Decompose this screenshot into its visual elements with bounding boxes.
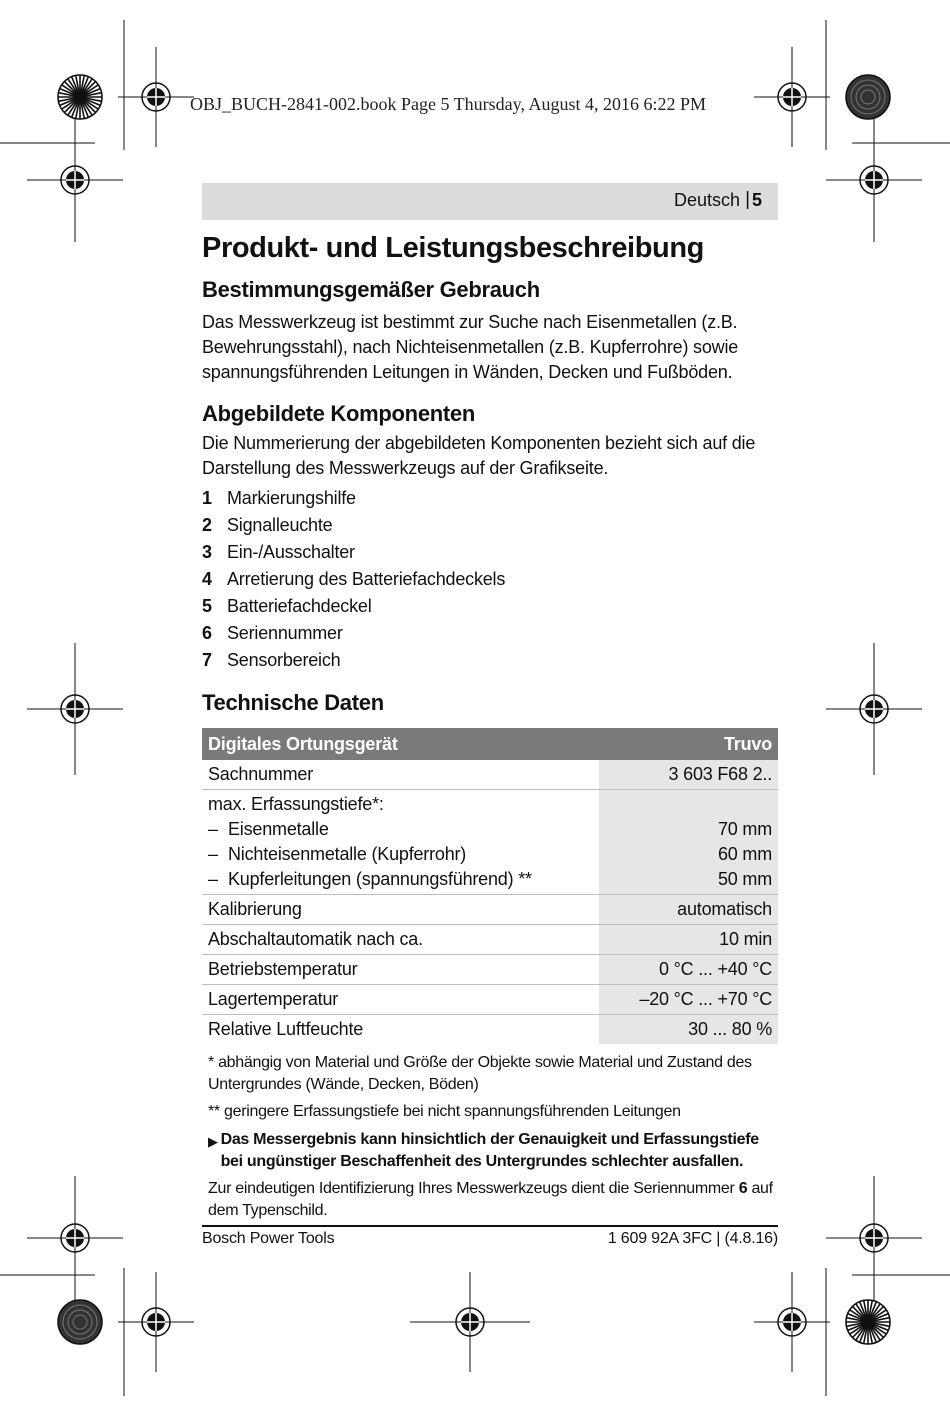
footnote-2: ** geringere Erfassungstiefe bei nicht spannungsführenden Leitungen [208,1103,681,1120]
item-number: 1 [202,488,212,508]
table-row [202,790,778,895]
item-number: 5 [202,596,212,616]
table-row [202,1015,778,1045]
dash: – [208,869,218,889]
sub-row-label [208,867,593,892]
section-heading-intended-use: Bestimmungsgemäßer Gebrauch [202,277,540,302]
item-label: Batteriefachdeckel [227,596,372,616]
sub-row-value: 70 mm [717,819,772,839]
item-label: Seriennummer [227,623,343,643]
row-value: 3 603 F68 2.. [599,760,778,790]
item-number: 7 [202,650,212,670]
triangle-right-icon: ▶ [208,1134,218,1149]
page-content [202,226,778,1222]
section-heading-components: Abgebildete Komponenten [202,401,475,426]
item-number: 6 [202,623,212,643]
row-value: 30 ... 80 % [599,1015,778,1045]
list-item [202,593,778,620]
row-value: 10 min [599,925,778,955]
row-value: automatisch [599,895,778,925]
book-info-line: OBJ_BUCH-2841-002.book Page 5 Thursday, August 4, 2016 6:22 PM [190,94,707,114]
table-row [202,955,778,985]
footer-doc-number: 1 609 92A 3FC | (4.8.16) [607,1230,778,1247]
list-item [202,647,778,674]
components-intro-text: Die Nummerierung der abgebildeten Komponenten bezieht sich auf die Darstellung des Messwerkzeugs auf der Grafikseite. [202,433,756,478]
list-item [202,620,778,647]
item-label: Ein-/Ausschalter [227,542,355,562]
table-row [202,925,778,955]
row-value: 0 °C ... +40 °C [599,955,778,985]
row-label: Relative Luftfeuchte [208,1019,364,1039]
footer-brand: Bosch Power Tools [202,1230,335,1247]
ident-text-start: Zur eindeutigen Identifizierung Ihres Messwerkzeugs dient die Seriennummer [208,1180,739,1197]
header-separator: | [745,189,750,210]
row-label: Abschaltautomatik nach ca. [202,925,599,955]
item-label: Markierungshilfe [227,488,356,508]
table-row [202,985,778,1015]
page-number: 5 [751,190,762,210]
page-title: Produkt- und Leistungsbeschreibung [202,232,704,264]
table-row [202,895,778,925]
list-item [202,485,778,512]
item-label: Arretierung des Batteriefachdeckels [227,569,506,589]
ident-serial-ref: 6 [738,1180,748,1197]
table-header-model: Truvo [599,728,778,760]
sub-row-label [208,817,593,842]
row-label-group [202,790,599,895]
footnote-1: * abhängig von Material und Größe der Objekte sowie Material und Zustand des Untergrundes (Wände, Decken, Böden) [208,1054,752,1093]
dash: – [208,819,218,839]
warning-note [202,1129,778,1173]
list-item [202,539,778,566]
intended-use-text: Das Messwerkzeug ist bestimmt zur Suche nach Eisenmetallen (z.B. Bewehrungsstahl), nach Nichteisenmetallen (z.B. Kupferrohre) sowie spannungsführenden Leitungen in Wänden, Decken und Fußböden. [202,312,739,382]
row-label: Kalibrierung [202,895,599,925]
table-header-device: Digitales Ortungsgerät [202,728,599,760]
item-number: 3 [202,542,212,562]
warning-text: Das Messergebnis kann hinsichtlich der Genauigkeit und Erfassungstiefe bei ungünstiger Beschaffenheit des Untergrundes schlechter ausfallen. [220,1131,759,1170]
table-header-row [202,728,778,760]
row-label: max. Erfassungstiefe*: [208,794,384,814]
dash: – [208,844,218,864]
serial-identification-text [202,1178,778,1222]
item-number: 4 [202,569,212,589]
list-item [202,566,778,593]
ident-text-end: auf dem Typenschild. [208,1180,773,1219]
page-header-bar [202,183,778,220]
row-label: Betriebstemperatur [202,955,599,985]
components-list [202,485,778,674]
row-value: –20 °C ... +70 °C [599,985,778,1015]
header-language: Deutsch [673,190,740,210]
sub-label: Kupferleitungen (spannungsführend) ** [228,869,532,889]
footer-rule [202,1225,778,1227]
sub-row-value: 50 mm [717,869,772,889]
sub-row-value: 60 mm [717,844,772,864]
table-row [202,760,778,790]
section-heading-technical-data: Technische Daten [202,690,384,715]
sub-label: Nichteisenmetalle (Kupferrohr) [228,844,467,864]
item-number: 2 [202,515,212,535]
row-label: Lagertemperatur [202,985,599,1015]
item-label: Signalleuchte [227,515,333,535]
row-label: Sachnummer [202,760,599,790]
list-item [202,512,778,539]
item-label: Sensorbereich [227,650,341,670]
technical-data-table [202,728,778,1044]
row-value-group [599,790,778,895]
sub-label: Eisenmetalle [228,819,329,839]
sub-row-label [208,842,593,867]
